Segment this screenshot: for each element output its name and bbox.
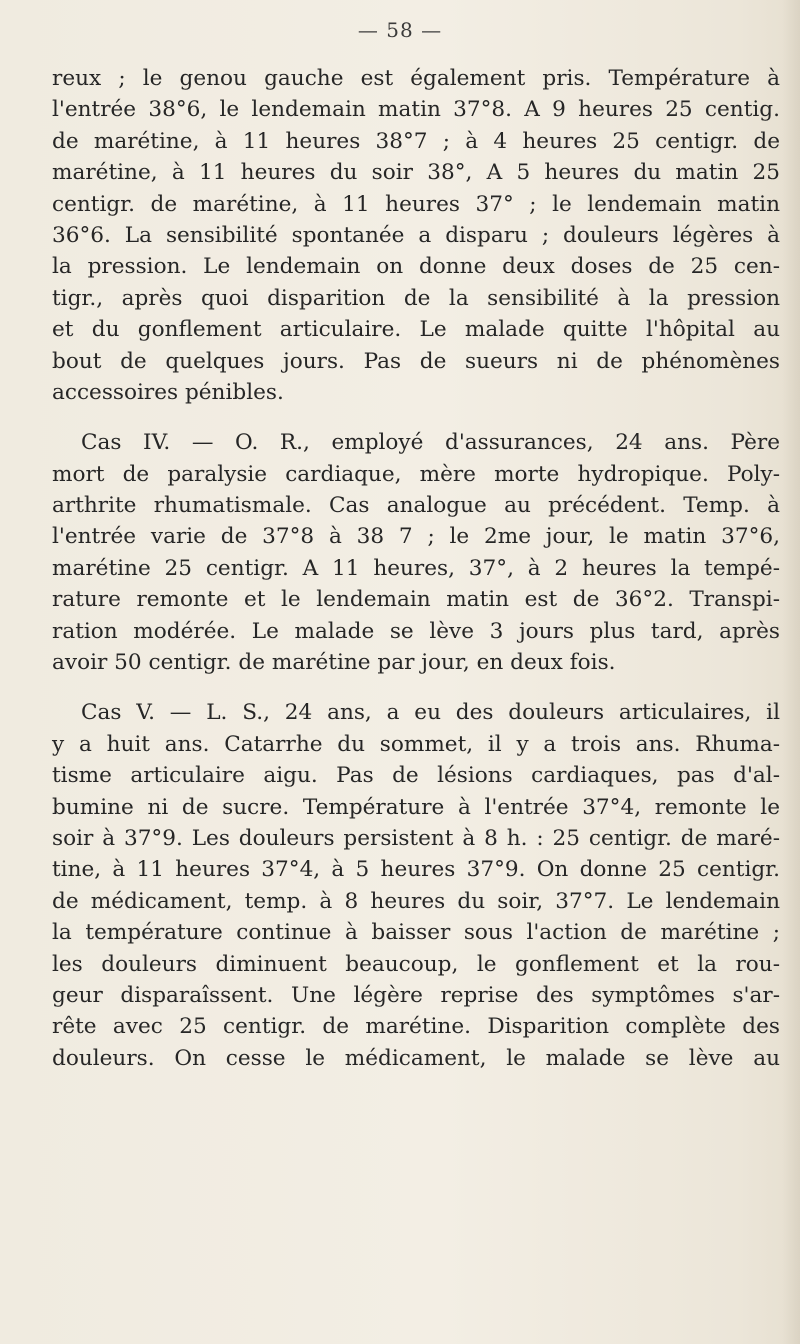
paragraph-gap	[52, 678, 780, 697]
text-line: rature remonte et le lendemain matin est de 36°2. Transpi-	[52, 587, 780, 613]
text-line: tine, à 11 heures 37°4, à 5 heures 37°9. On donne 25 centigr.	[52, 857, 780, 883]
text-line: rête avec 25 centigr. de marétine. Disparition complète des	[52, 1014, 780, 1040]
text-line: bout de quelques jours. Pas de sueurs ni de phénomènes	[52, 348, 780, 374]
text-line: l'entrée varie de 37°8 à 38 7 ; le 2me jour, le matin 37°6,	[52, 524, 780, 550]
text-line: mort de paralysie cardiaque, mère morte hydropique. Poly-	[52, 461, 780, 487]
text-line: bumine ni de sucre. Température à l'entrée 37°4, remonte le	[52, 794, 780, 820]
text-line: tigr., après quoi disparition de la sensibilité à la pression	[52, 285, 780, 311]
text-line: ration modérée. Le malade se lève 3 jours plus tard, après	[52, 618, 780, 644]
text-line: de marétine, à 11 heures 38°7 ; à 4 heures 25 centigr. de	[52, 128, 780, 154]
paragraph-cas-iv	[52, 427, 780, 678]
text-line: de médicament, temp. à 8 heures du soir, 37°7. Le lendemain	[52, 888, 780, 914]
text-line: reux ; le genou gauche est également pris. Température à	[52, 66, 780, 91]
text-line: tisme articulaire aigu. Pas de lésions cardiaques, pas d'al-	[52, 763, 780, 789]
text-line: accessoires pénibles.	[52, 379, 284, 405]
text-line: l'entrée 38°6, le lendemain matin 37°8. A 9 heures 25 centig.	[52, 97, 780, 123]
text-line: marétine, à 11 heures du soir 38°, A 5 heures du matin 25	[52, 160, 780, 186]
text-line: la pression. Le lendemain on donne deux doses de 25 cen-	[52, 254, 780, 280]
text-line: les douleurs diminuent beaucoup, le gonflement et la rou-	[52, 951, 780, 977]
text-line: y a huit ans. Catarrhe du sommet, il y a trois ans. Rhuma-	[52, 731, 780, 757]
paragraph-continuation	[52, 63, 780, 408]
text-line: avoir 50 centigr. de marétine par jour, en deux fois.	[52, 650, 616, 676]
page-edge-shadow	[782, 0, 800, 1344]
body-text	[52, 63, 780, 1074]
text-line: et du gonflement articulaire. Le malade quitte l'hôpital au	[52, 317, 780, 343]
text-line: la température continue à baisser sous l'action de marétine ;	[52, 920, 780, 946]
text-line: centigr. de marétine, à 11 heures 37° ; le lendemain matin	[52, 191, 780, 217]
paragraph-cas-v	[52, 697, 780, 1074]
text-line: geur disparaîssent. Une légère reprise des symptômes s'ar-	[52, 982, 780, 1008]
page-number: — 58 —	[357, 18, 443, 42]
text-line: Cas V. — L. S., 24 ans, a eu des douleurs articulaires, il	[81, 700, 780, 726]
text-line: 36°6. La sensibilité spontanée a disparu ; douleurs légères à	[52, 222, 780, 248]
text-line: douleurs. On cesse le médicament, le malade se lève au	[52, 1045, 780, 1071]
text-line: arthrite rhumatismale. Cas analogue au précédent. Temp. à	[52, 493, 780, 519]
text-line: marétine 25 centigr. A 11 heures, 37°, à 2 heures la tempé-	[52, 555, 780, 581]
text-line: soir à 37°9. Les douleurs persistent à 8 h. : 25 centigr. de maré-	[52, 825, 780, 851]
text-line: Cas IV. — O. R., employé d'assurances, 24 ans. Père	[81, 430, 780, 456]
paragraph-gap	[52, 408, 780, 427]
